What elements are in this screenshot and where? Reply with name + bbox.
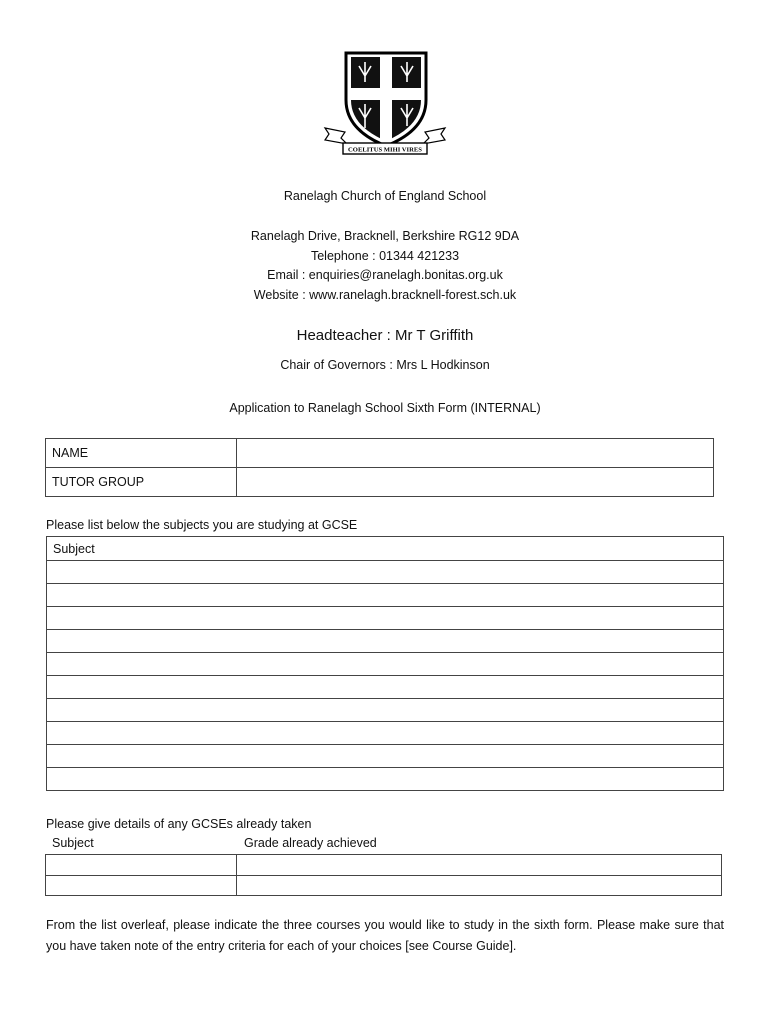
name-label: NAME <box>46 439 237 468</box>
gcse-taken-table <box>45 854 722 896</box>
tutor-group-label: TUTOR GROUP <box>46 468 237 497</box>
gcse-subject-row[interactable] <box>47 745 724 768</box>
gcse-taken-heading: Please give details of any GCSEs already taken <box>46 817 312 831</box>
gcse-subject-row[interactable] <box>47 584 724 607</box>
headteacher: Headteacher : Mr T Griffith <box>296 327 474 344</box>
gcse-studying-table <box>46 536 724 791</box>
gcse-subject-input[interactable] <box>53 565 717 579</box>
gcse-studying-heading: Please list below the subjects you are studying at GCSE <box>46 518 358 532</box>
taken-subject-input[interactable] <box>52 858 230 872</box>
gcse-subject-input[interactable] <box>53 588 717 602</box>
chair-of-governors: Chair of Governors : Mrs L Hodkinson <box>280 358 490 372</box>
gcse-subject-row[interactable] <box>47 722 724 745</box>
school-telephone: Telephone : 01344 421233 <box>310 249 460 263</box>
school-email: Email : enquiries@ranelagh.bonitas.org.uk <box>267 268 503 282</box>
school-crest-logo <box>315 48 455 160</box>
gcse-subject-row[interactable] <box>47 607 724 630</box>
gcse-subject-row[interactable] <box>47 699 724 722</box>
form-title: Application to Ranelagh School Sixth Form (INTERNAL) <box>229 401 541 415</box>
gcse-subject-input[interactable] <box>53 611 717 625</box>
gcse-subject-row[interactable] <box>47 630 724 653</box>
name-field[interactable] <box>237 439 714 468</box>
tutor-group-input[interactable] <box>243 475 707 489</box>
applicant-details-table <box>45 438 714 497</box>
name-input[interactable] <box>243 446 707 460</box>
gcse-subject-input[interactable] <box>53 680 717 694</box>
taken-grade-input[interactable] <box>243 858 715 872</box>
gcse-subject-input[interactable] <box>53 634 717 648</box>
school-website: Website : www.ranelagh.bracknell-forest.sch.uk <box>253 288 517 302</box>
gcse-subject-input[interactable] <box>53 726 717 740</box>
taken-grade-cell[interactable] <box>237 855 722 876</box>
school-name: Ranelagh Church of England School <box>283 189 487 203</box>
gcse-subject-row[interactable] <box>47 676 724 699</box>
gcse-subject-input[interactable] <box>53 749 717 763</box>
school-address: Ranelagh Drive, Bracknell, Berkshire RG12 9DA <box>250 229 520 243</box>
gcse-subject-input[interactable] <box>53 703 717 717</box>
gcse-subject-input[interactable] <box>53 657 717 671</box>
tutor-group-field[interactable] <box>237 468 714 497</box>
taken-grade-input[interactable] <box>243 879 715 893</box>
taken-subject-input[interactable] <box>52 879 230 893</box>
gcse-subject-row[interactable] <box>47 768 724 791</box>
taken-subject-cell[interactable] <box>46 855 237 876</box>
taken-subject-header: Subject <box>52 836 94 850</box>
gcse-subject-row[interactable] <box>47 561 724 584</box>
taken-grade-header: Grade already achieved <box>244 836 377 850</box>
gcse-subject-input[interactable] <box>53 772 717 786</box>
courses-instructions: From the list overleaf, please indicate the three courses you would like to study in the sixth form. Please make sure that you have taken note of the entry criteria for each of your choices [see Course Guide]. <box>46 918 724 953</box>
taken-subject-cell[interactable] <box>46 876 237 896</box>
taken-grade-cell[interactable] <box>237 876 722 896</box>
gcse-subject-header: Subject <box>47 537 724 561</box>
gcse-subject-row[interactable] <box>47 653 724 676</box>
crest-motto: COELITUS MIHI VIRES <box>348 146 422 154</box>
